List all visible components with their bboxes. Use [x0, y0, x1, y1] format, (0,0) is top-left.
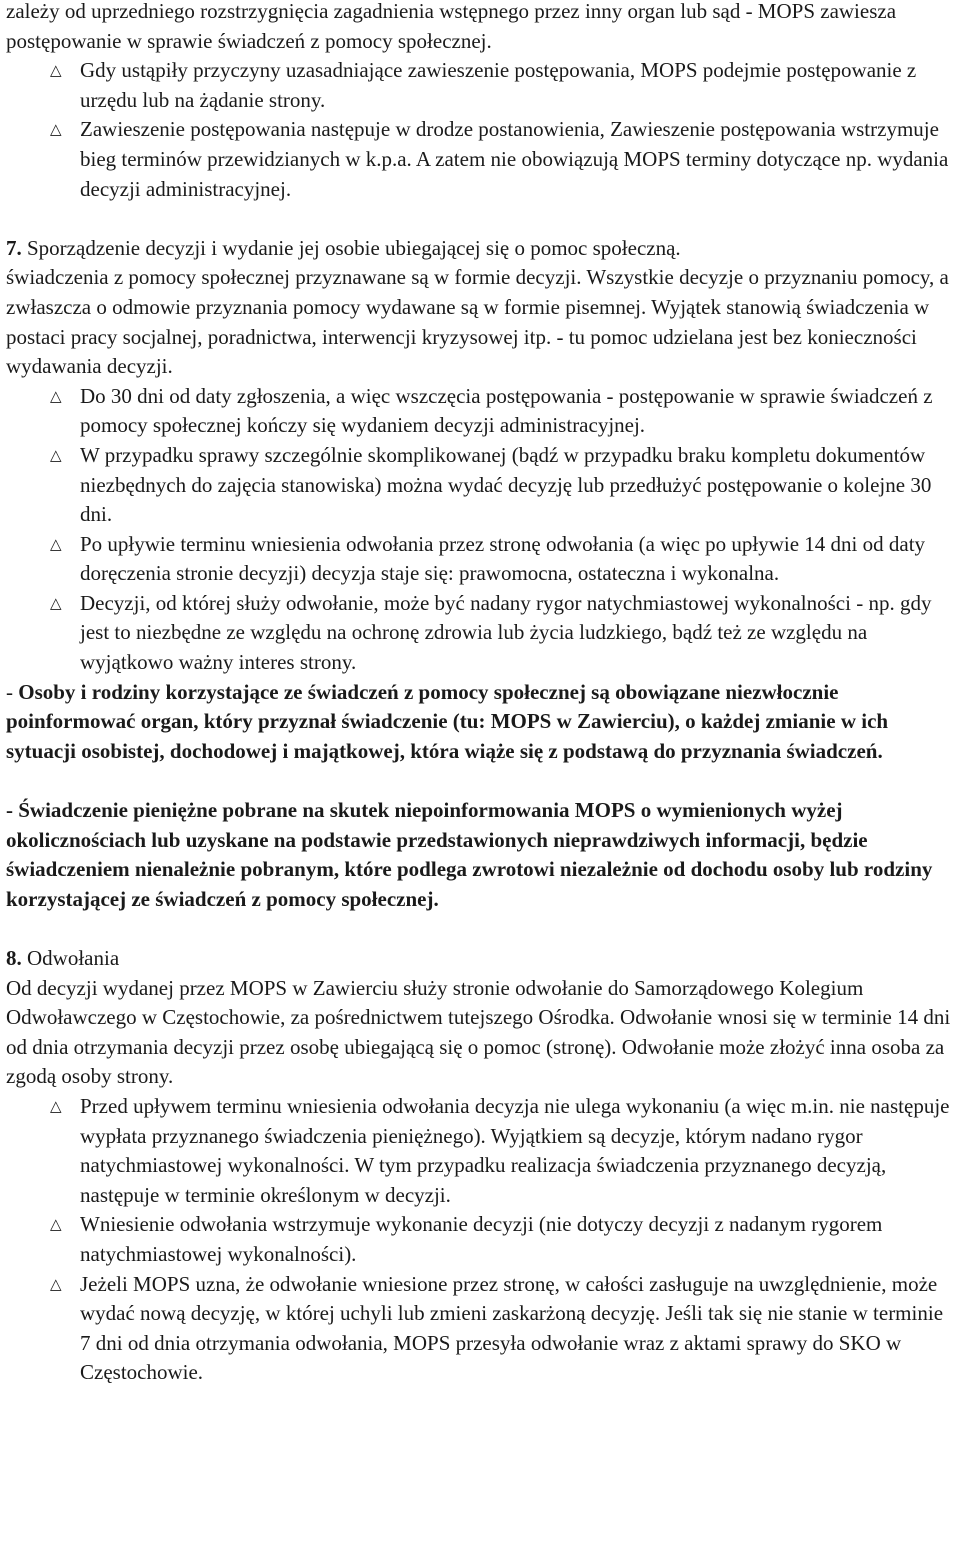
- document-page: [6, 0, 956, 1388]
- bullet-arrow-icon: △: [50, 61, 62, 80]
- notice-undue-benefit: [6, 796, 956, 914]
- list-item-text: Przed upływem terminu wniesienia odwołania decyzja nie ulega wykonaniu (a więc m.in. nie następuje wypłata przyznanego świadczenia pieniężnego). Wyjątkiem są decyzje, którym nadano rygor natychmiastowej wykonalności. W tym przypadku realizacja świadczenia przyznanego decyzją, następuje w terminie określonym w decyzji.: [80, 1093, 950, 1207]
- bullet-arrow-icon: △: [50, 1215, 62, 1234]
- list-item-text: Jeżeli MOPS uzna, że odwołanie wniesione przez stronę, w całości zasługuje na uwzględnienie, może wydać nową decyzję, w której uchyli lub zmieni zaskarżoną decyzję. Jeśli tak się nie stanie w terminie 7 dni od dnia otrzymania odwołania, MOPS przesyła odwołanie wraz z aktami sprawy do SKO w Częstochowie.: [80, 1271, 944, 1385]
- spacer: [6, 204, 956, 234]
- list-item: [6, 1092, 956, 1210]
- bullet-arrow-icon: △: [50, 120, 62, 139]
- list-item-text: Decyzji, od której służy odwołanie, może być nadany rygor natychmiastowej wykonalności - np. gdy jest to niezbędne ze względu na ochronę zdrowia lub życia ludzkiego, bądź też ze względu na wyjątkowo ważny interes strony.: [80, 590, 932, 675]
- list-item-text: Po upływie terminu wniesienia odwołania przez stronę odwołania (a więc po upływie 14 dni od daty doręczenia stronie decyzji) decyzja staje się: prawomocna, ostateczna i wykonalna.: [80, 531, 926, 586]
- list-item: [6, 589, 956, 678]
- notice-obligation: [6, 678, 956, 767]
- section-7-title: Sporządzenie decyzji i wydanie jej osobie ubiegającej się o pomoc społeczną.: [21, 235, 681, 260]
- section-7-heading: [6, 234, 956, 264]
- intro-paragraph: zależy od uprzedniego rozstrzygnięcia zagadnienia wstępnego przez inny organ lub sąd - MOPS zawiesza postępowanie w sprawie świadczeń z pomocy społecznej.: [6, 0, 897, 53]
- section-8-title: Odwołania: [21, 946, 120, 970]
- section-8-body: Od decyzji wydanej przez MOPS w Zawierciu służy stronie odwołanie do Samorządowego Kolegium Odwoławczego w Częstochowie, za pośrednictwem tutejszego Ośrodka. Odwołanie wnosi się w terminie 14 dni od dnia otrzymania decyzji przez osobę ubiegającą się o pomoc (stronę). Odwołanie może złożyć inna osoba za zgodą osoby strony.: [6, 975, 951, 1089]
- bullet-arrow-icon: △: [50, 445, 62, 464]
- spacer: [6, 766, 956, 796]
- notice-dash: -: [6, 679, 19, 704]
- list-item-text: Do 30 dni od daty zgłoszenia, a więc wszczęcia postępowania - postępowanie w sprawie świadczeń z pomocy społecznej kończy się wydaniem decyzji administracyjnej.: [80, 383, 933, 438]
- list-item: [6, 115, 956, 204]
- section-7-number: 7.: [6, 235, 22, 260]
- notice-undue-benefit-text: - Świadczenie pieniężne pobrane na skutek niepoinformowania MOPS o wymienionych wyżej okolicznościach lub uzyskane na podstawie przedstawionych nieprawdziwych informacji, będzie świadczeniem nienależnie pobranym, które podlega zwrotowi niezależnie od dochodu osoby lub rodziny korzystającej ze świadczeń z pomocy społecznej.: [6, 798, 933, 911]
- list-item: [6, 1270, 956, 1388]
- list-item-text: Wniesienie odwołania wstrzymuje wykonanie decyzji (nie dotyczy decyzji z nadanym rygorem natychmiastowej wykonalności).: [80, 1212, 883, 1266]
- bullet-arrow-icon: △: [50, 1274, 62, 1293]
- section-7-body: świadczenia z pomocy społecznej przyznawane są w formie decyzji. Wszystkie decyzje o przyznaniu pomocy, a zwłaszcza o odmowie przyznania pomocy wydawane są w formie pisemnej. Wyjątek stanowią świadczenia w postaci pracy socjalnej, poradnictwa, interwencji kryzysowej itp. - tu pomoc udzielana jest bez konieczności wydawania decyzji.: [6, 265, 949, 379]
- section-8-number: 8.: [6, 946, 22, 970]
- bullet-arrow-icon: △: [50, 386, 62, 405]
- list-item-text: W przypadku sprawy szczególnie skomplikowanej (bądź w przypadku braku kompletu dokumentów niezbędnych do zajęcia stanowiska) można wydać decyzję lub przedłużyć postępowanie o kolejne 30 dni.: [80, 442, 932, 527]
- notice-obligation-text: Osoby i rodziny korzystające ze świadczeń z pomocy społecznej są obowiązane niezwłocznie poinformować organ, który przyznał świadczenie (tu: MOPS w Zawierciu), o każdej zmianie w ich sytuacji osobistej, dochodowej i majątkowej, która wiąże się z podstawą do przyznania świadczeń.: [6, 679, 889, 763]
- bullet-arrow-icon: △: [50, 1096, 62, 1115]
- list-item: [6, 530, 956, 589]
- list-item-text: Gdy ustąpiły przyczyny uzasadniające zawieszenie postępowania, MOPS podejmie postępowanie z urzędu lub na żądanie strony.: [80, 58, 917, 112]
- section-8-heading: [6, 944, 956, 974]
- bullet-arrow-icon: △: [50, 534, 62, 553]
- list-item: [6, 1210, 956, 1269]
- spacer: [6, 914, 956, 944]
- list-item: [6, 56, 956, 115]
- list-item-text: Zawieszenie postępowania następuje w drodze postanowienia, Zawieszenie postępowania wstrzymuje bieg terminów przewidzianych w k.p.a. A zatem nie obowiązują MOPS terminy dotyczące np. wydania decyzji administracyjnej.: [80, 117, 949, 201]
- list-item: [6, 441, 956, 530]
- list-item: [6, 382, 956, 441]
- bullet-arrow-icon: △: [50, 593, 62, 612]
